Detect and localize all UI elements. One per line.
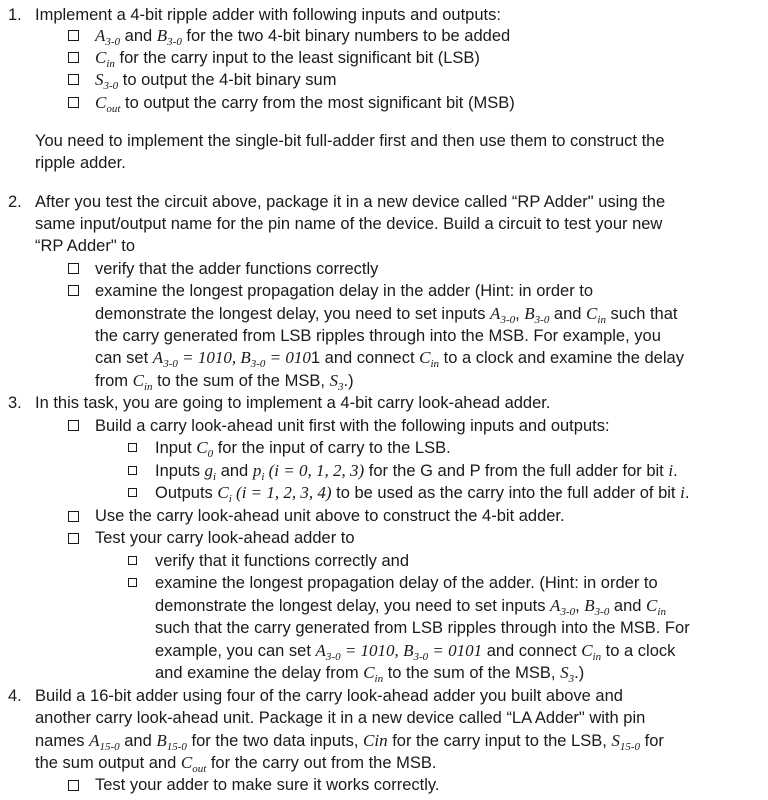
section2-bullet-2-line1: examine the longest propagation delay in the adder (Hint: in order to bbox=[95, 282, 594, 300]
section-number: 4. bbox=[8, 687, 22, 705]
section1-note-line2: ripple adder. bbox=[35, 154, 126, 172]
section3-sub-1: Input $C_0$ for the input of carry to the LSB. bbox=[155, 438, 451, 460]
section2-bullet-2-line5: from $C_{in}$ to the sum of the MSB, $S_3$.) bbox=[95, 371, 354, 393]
checkbox-icon bbox=[128, 556, 137, 565]
section3-sub-5-line2: demonstrate the longest delay, you need to set inputs $A_{3-0}$, $B_{3-0}$ and $C_{in}$ bbox=[155, 596, 666, 618]
checkbox-icon bbox=[68, 97, 79, 108]
section4-line1: Build a 16-bit adder using four of the carry look-ahead adder you built above and bbox=[35, 687, 623, 705]
section4-bullet: Test your adder to make sure it works correctly. bbox=[95, 776, 440, 794]
section3-sub-2: Inputs $g_i$ and $p_i$ (i = 0, 1, 2, 3) for the G and P from the full adder for bit i. bbox=[155, 461, 678, 483]
checkbox-icon bbox=[128, 488, 137, 497]
checkbox-icon bbox=[68, 285, 79, 296]
section1-bullet-1: $A_{3-0}$ and $B_{3-0}$ for the two 4-bit binary numbers to be added bbox=[95, 26, 511, 48]
checkbox-icon bbox=[68, 420, 79, 431]
checkbox-icon bbox=[128, 443, 137, 452]
section2-bullet-2-line4: can set $A_{3-0} = 1010$, $B_{3-0} = 0101$ and connect $C_{in}$ to a clock and examine the delay bbox=[95, 348, 684, 370]
checkbox-icon bbox=[68, 780, 79, 791]
section3-sub-4: verify that it functions correctly and bbox=[155, 552, 410, 570]
section4-line3: names $A_{15-0}$ and $B_{15-0}$ for the two data inputs, Cin for the carry input to the LSB, $S_{15-0}$ for bbox=[35, 731, 664, 753]
section3-sub-5-line4: example, you can set $A_{3-0} = 1010$, $B_{3-0} = 0101$ and connect $C_{in}$ to a clock bbox=[155, 641, 676, 663]
section2-line3: “RP Adder" to bbox=[35, 237, 136, 255]
section4-line2: another carry look-ahead unit. Package it in a new device called “LA Adder" with pin bbox=[35, 709, 646, 727]
section3-bullet-1: Build a carry look-ahead unit first with the following inputs and outputs: bbox=[95, 417, 610, 435]
section4-line4: the sum output and $C_{out}$ for the carry out from the MSB. bbox=[35, 753, 437, 775]
section2-bullet-2-line3: the carry generated from LSB ripples through into the MSB. For example, you bbox=[95, 327, 661, 345]
section3-bullet-3: Test your carry look-ahead adder to bbox=[95, 529, 355, 547]
section-number: 1. bbox=[8, 6, 22, 24]
section3-sub-3: Outputs $C_i$ (i = 1, 2, 3, 4) to be used as the carry into the full adder of bit i. bbox=[155, 483, 690, 505]
section3-sub-5-line5: and examine the delay from $C_{in}$ to the sum of the MSB, $S_3$.) bbox=[155, 663, 585, 685]
checkbox-icon bbox=[68, 533, 79, 544]
section1-bullet-3: $S_{3-0}$ to output the 4-bit binary sum bbox=[95, 70, 337, 92]
section1-bullet-2: $C_{in}$ for the carry input to the least significant bit (LSB) bbox=[95, 48, 480, 70]
section-number: 2. bbox=[8, 193, 22, 211]
section2-bullet-2-line2: demonstrate the longest delay, you need to set inputs $A_{3-0}$, $B_{3-0}$ and $C_{in}$ such that bbox=[95, 304, 678, 326]
checkbox-icon bbox=[68, 263, 79, 274]
section1-note-line1: You need to implement the single-bit full-adder first and then use them to construct the bbox=[35, 132, 665, 150]
checkbox-icon bbox=[128, 578, 137, 587]
section-number: 3. bbox=[8, 394, 22, 412]
section2-line1: After you test the circuit above, package it in a new device called “RP Adder" using the bbox=[35, 193, 666, 211]
section3-sub-5-line1: examine the longest propagation delay of the adder. (Hint: in order to bbox=[155, 574, 658, 592]
section3-intro: In this task, you are going to implement a 4-bit carry look-ahead adder. bbox=[35, 394, 551, 412]
checkbox-icon bbox=[68, 74, 79, 85]
checkbox-icon bbox=[68, 30, 79, 41]
section2-bullet-1: verify that the adder functions correctly bbox=[95, 260, 379, 278]
section3-sub-5-line3: such that the carry generated from LSB ripples through into the MSB. For bbox=[155, 619, 690, 637]
section2-line2: same input/output name for the pin name of the device. Build a circuit to test your new bbox=[35, 215, 663, 233]
section1-bullet-4: $C_{out}$ to output the carry from the most significant bit (MSB) bbox=[95, 93, 515, 115]
section1-intro: Implement a 4-bit ripple adder with following inputs and outputs: bbox=[35, 6, 501, 24]
section3-bullet-2: Use the carry look-ahead unit above to construct the 4-bit adder. bbox=[95, 507, 565, 525]
checkbox-icon bbox=[68, 52, 79, 63]
checkbox-icon bbox=[128, 466, 137, 475]
checkbox-icon bbox=[68, 511, 79, 522]
